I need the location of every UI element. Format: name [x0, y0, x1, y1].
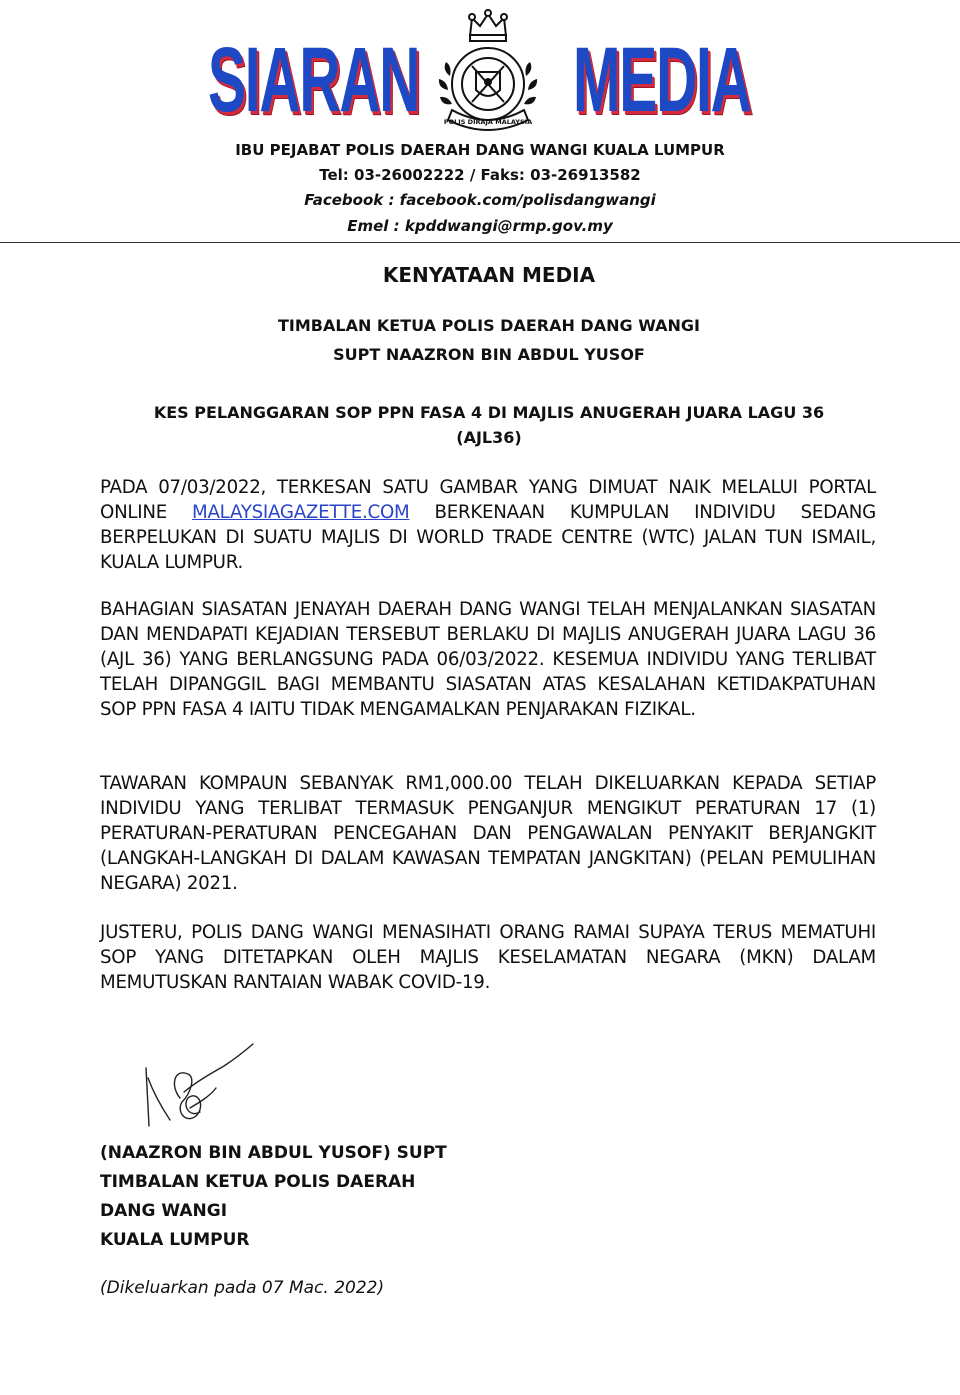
signatory-district: DANG WANGI	[100, 1201, 228, 1221]
paragraph-2: BAHAGIAN SIASATAN JENAYAH DAERAH DANG WANGI TELAH MENJALANKAN SIASATAN DAN MENDAPATI KEJADIAN TERSEBUT BERLAKU DI MAJLIS ANUGERAH JUARA LAGU 36 (AJL 36) YANG BERLANGSUNG PADA 06/03/2022. KESEMUA INDIVIDU YANG TERLIBAT TELAH DIPANGGIL BAGI MEMBANTU SIASATAN ATAS KESALAHAN KETIDAKPATUHAN SOP PPN FASA 4 IAITU TIDAK MENGAMALKAN PENJARAKAN FIZIKAL.	[100, 599, 876, 720]
issuer-title: TIMBALAN KETUA POLIS DAERAH DANG WANGI	[278, 316, 700, 335]
office-name: IBU PEJABAT POLIS DAERAH DANG WANGI KUALA LUMPUR	[235, 141, 725, 159]
issuer-name: SUPT NAAZRON BIN ABDUL YUSOF	[333, 345, 645, 364]
subject-line-1: KES PELANGGARAN SOP PPN FASA 4 DI MAJLIS ANUGERAH JUARA LAGU 36	[153, 403, 825, 422]
header-divider	[0, 242, 960, 243]
banner-word-right: MEDIA	[573, 29, 751, 131]
siaran-media-banner	[0, 0, 960, 140]
email-line: Emel : kpddwangi@rmp.gov.my	[347, 217, 613, 235]
paragraph-1-end: BERKENAAN KUMPULAN INDIVIDU SEDANG BERPELUKAN DI SUATU MAJLIS DI WORLD TRADE CENTRE (WTC) JALAN TUN ISMAIL, KUALA LUMPUR.	[100, 502, 876, 573]
banner-word-left: SIARAN	[208, 29, 420, 131]
issued-date: (Dikeluarkan pada 07 Mac. 2022)	[100, 1278, 385, 1298]
signatory-name: (NAAZRON BIN ABDUL YUSOF) SUPT	[100, 1143, 447, 1163]
paragraph-4: JUSTERU, POLIS DANG WANGI MENASIHATI ORANG RAMAI SUPAYA TERUS MEMATUHI SOP YANG DITETAPKAN OLEH MAJLIS KESELAMATAN NEGARA (MKN) DALAM MEMUTUSKAN RANTAIAN WABAK COVID-19.	[100, 922, 876, 993]
handwritten-signature-icon	[140, 1038, 255, 1130]
subject-line-2: (AJL36)	[456, 428, 522, 447]
paragraph-1-start: PADA 07/03/2022, TERKESAN SATU GAMBAR YANG DIMUAT NAIK MELALUI PORTAL ONLINE	[100, 477, 876, 523]
facebook-line: Facebook : facebook.com/polisdangwangi	[304, 191, 656, 209]
page-title: KENYATAAN MEDIA	[382, 263, 596, 287]
phone-fax: Tel: 03-26002222 / Faks: 03-26913582	[319, 166, 641, 184]
paragraph-3: TAWARAN KOMPAUN SEBANYAK RM1,000.00 TELAH DIKELUARKAN KEPADA SETIAP INDIVIDU YANG TERLIBAT TERMASUK PENGANJUR MENGIKUT PERATURAN 17 (1) PERATURAN-PERATURAN PENCEGAHAN DAN PENGAWALAN PENYAKIT BERJANGKIT (LANGKAH-LANGKAH DI DALAM KAWASAN TEMPATAN JANGKITAN) (PELAN PEMULIHAN NEGARA) 2021.	[100, 773, 876, 894]
signatory-title: TIMBALAN KETUA POLIS DAERAH	[100, 1172, 416, 1192]
paragraph-1	[100, 475, 876, 575]
crest-ring-text: POLIS DIRAJA MALAYSIA	[443, 118, 533, 126]
police-crest-icon	[428, 6, 548, 136]
signatory-city: KUALA LUMPUR	[100, 1230, 250, 1250]
malaysiagazette-link[interactable]: MALAYSIAGAZETTE.COM	[192, 502, 410, 523]
